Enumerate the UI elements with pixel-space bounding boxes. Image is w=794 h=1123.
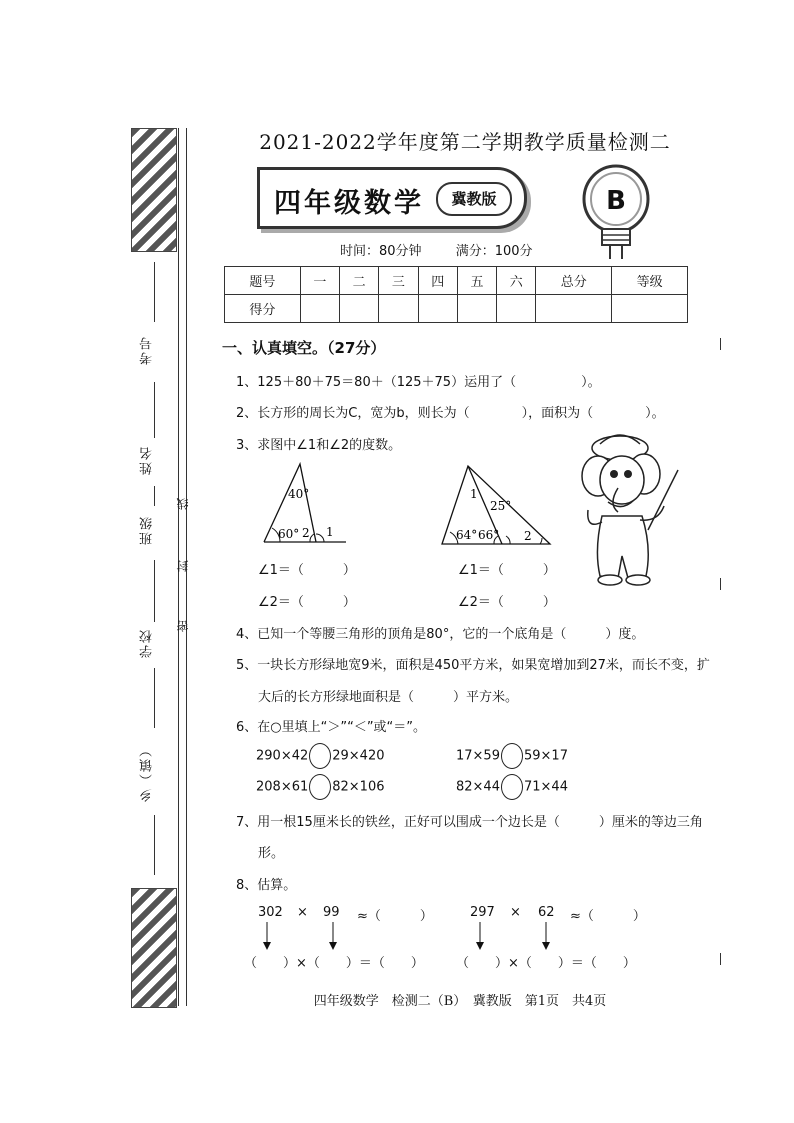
estimate-1-number-b: 99 — [323, 905, 340, 920]
score-header-cell: 题号 — [225, 267, 301, 295]
compare-right: 59×17 — [523, 748, 568, 764]
angle-label: 60° — [278, 527, 300, 541]
full-score: 满分：100分 — [455, 244, 533, 259]
edition-badge: 冀教版 — [436, 182, 512, 216]
class-label: 班级 — [140, 515, 155, 545]
estimate-2-times: × — [510, 905, 521, 920]
compare-item — [256, 743, 385, 769]
binding-hatch-top — [131, 128, 177, 252]
estimate-2-number-a: 297 — [470, 905, 495, 920]
score-cell[interactable] — [300, 295, 339, 323]
estimate-1-times: × — [297, 905, 308, 920]
school-line — [154, 668, 155, 728]
fig1-answer-1: ∠1＝（ ） — [258, 563, 356, 578]
compare-item — [456, 743, 568, 769]
fig1-answer-2: ∠2＝（ ） — [258, 595, 356, 610]
estimate-2-number-b: 62 — [538, 905, 555, 920]
question-5-cont: 大后的长方形绿地面积是（ ）平方米。 — [258, 690, 519, 705]
score-cell[interactable] — [379, 295, 418, 323]
question-1: 1、125＋80＋75＝80＋（125＋75）运用了（ ）。 — [236, 375, 601, 390]
exam-title: 2021-2022学年度第二学期教学质量检测二 — [259, 130, 671, 154]
compare-left: 17×59 — [456, 748, 500, 764]
question-4: 4、已知一个等腰三角形的顶角是80°，它的一个底角是（ ）度。 — [236, 627, 645, 642]
score-header-cell: 等级 — [612, 267, 688, 295]
page-footer: 四年级数学 检测二（B） 冀教版 第1页 共4页 — [313, 994, 607, 1009]
seal-dense-char: 密 — [176, 620, 190, 632]
question-5: 5、一块长方形绿地宽9米，面积是450平方米，如果宽增加到27米，而长不变，扩 — [236, 658, 710, 673]
version-letter: B — [606, 186, 626, 216]
question-7: 7、用一根15厘米长的铁丝，正好可以围成一个边长是（ ）厘米的等边三角 — [236, 815, 703, 830]
score-header-cell: 一 — [300, 267, 339, 295]
compare-circle[interactable] — [501, 743, 523, 769]
angle-label: 1 — [326, 525, 334, 539]
subject-title: 四年级数学 — [274, 188, 424, 219]
edge-mark — [720, 953, 721, 965]
score-cell[interactable] — [612, 295, 688, 323]
angle-label: 25° — [490, 499, 512, 513]
compare-left: 82×44 — [456, 779, 500, 795]
score-header-row — [225, 267, 688, 295]
compare-circle[interactable] — [309, 774, 331, 800]
angle-label: 40° — [288, 487, 310, 501]
name-line — [154, 382, 155, 438]
score-header-cell: 六 — [497, 267, 536, 295]
name-line-2 — [154, 486, 155, 506]
compare-circle[interactable] — [501, 774, 523, 800]
angle-label: 1 — [470, 487, 478, 501]
score-header-cell: 四 — [418, 267, 457, 295]
estimate-1-number-a: 302 — [258, 905, 283, 920]
exam-info — [340, 240, 563, 259]
score-header-cell: 二 — [340, 267, 379, 295]
score-row — [225, 295, 688, 323]
exam-no-label: 考号 — [140, 335, 155, 365]
down-arrow-icon — [262, 922, 272, 950]
school-label: 学校 — [140, 628, 155, 658]
question-2: 2、长方形的周长为C，宽为b，则长为（ ），面积为（ ）。 — [236, 406, 665, 421]
score-row-label: 得分 — [225, 295, 301, 323]
time-limit: 时间：80分钟 — [340, 244, 422, 259]
score-cell[interactable] — [497, 295, 536, 323]
lightbulb-b-icon — [580, 163, 652, 263]
fig2-answer-1: ∠1＝（ ） — [458, 563, 556, 578]
angle-label: 2 — [524, 529, 532, 543]
down-arrow-icon — [475, 922, 485, 950]
compare-circle[interactable] — [309, 743, 331, 769]
estimate-2-line: （ ）×（ ）＝（ ） — [456, 956, 636, 971]
section-heading: 一、认真填空。（27分） — [222, 339, 386, 357]
score-header-cell: 总分 — [536, 267, 612, 295]
estimate-1-line: （ ）×（ ）＝（ ） — [244, 956, 424, 971]
down-arrow-icon — [328, 922, 338, 950]
estimate-2-approx: ≈（ ） — [570, 909, 646, 924]
cartoon-elephant-illustration — [578, 430, 684, 590]
edge-mark — [720, 338, 721, 350]
score-table — [224, 266, 688, 323]
angle-label: 64° — [456, 528, 478, 542]
compare-left: 290×42 — [256, 748, 309, 764]
score-cell[interactable] — [536, 295, 612, 323]
compare-left: 208×61 — [256, 779, 309, 795]
edge-mark — [720, 578, 721, 590]
compare-right: 71×44 — [523, 779, 568, 795]
question-7-cont: 形。 — [258, 846, 285, 861]
down-arrow-icon — [541, 922, 551, 950]
compare-right: 29×420 — [332, 748, 385, 764]
compare-item — [256, 774, 385, 800]
score-header-cell: 五 — [457, 267, 496, 295]
question-8: 8、估算。 — [236, 878, 297, 893]
triangle-figure-1 — [258, 458, 350, 550]
question-6: 6、在○里填上“＞”“＜”或“＝”。 — [236, 720, 427, 735]
score-header-cell: 三 — [379, 267, 418, 295]
question-3: 3、求图中∠1和∠2的度数。 — [236, 438, 402, 453]
compare-right: 82×106 — [332, 779, 385, 795]
score-cell[interactable] — [457, 295, 496, 323]
seal-seal-char: 封 — [176, 560, 190, 572]
seal-line-char: 线 — [176, 498, 190, 510]
triangle-figure-2 — [438, 460, 554, 550]
angle-label: 66° — [478, 528, 500, 542]
score-cell[interactable] — [418, 295, 457, 323]
town-label: 乡（镇） — [140, 742, 155, 802]
estimate-1-approx: ≈（ ） — [357, 909, 433, 924]
exam-no-line — [154, 262, 155, 322]
angle-label: 2 — [302, 526, 310, 540]
binding-hatch-bottom — [131, 888, 177, 1008]
subject-banner — [257, 167, 527, 229]
town-line — [154, 815, 155, 875]
fig2-answer-2: ∠2＝（ ） — [458, 595, 556, 610]
compare-item — [456, 774, 568, 800]
class-line — [154, 560, 155, 622]
name-label: 姓名 — [140, 445, 155, 475]
score-cell[interactable] — [340, 295, 379, 323]
